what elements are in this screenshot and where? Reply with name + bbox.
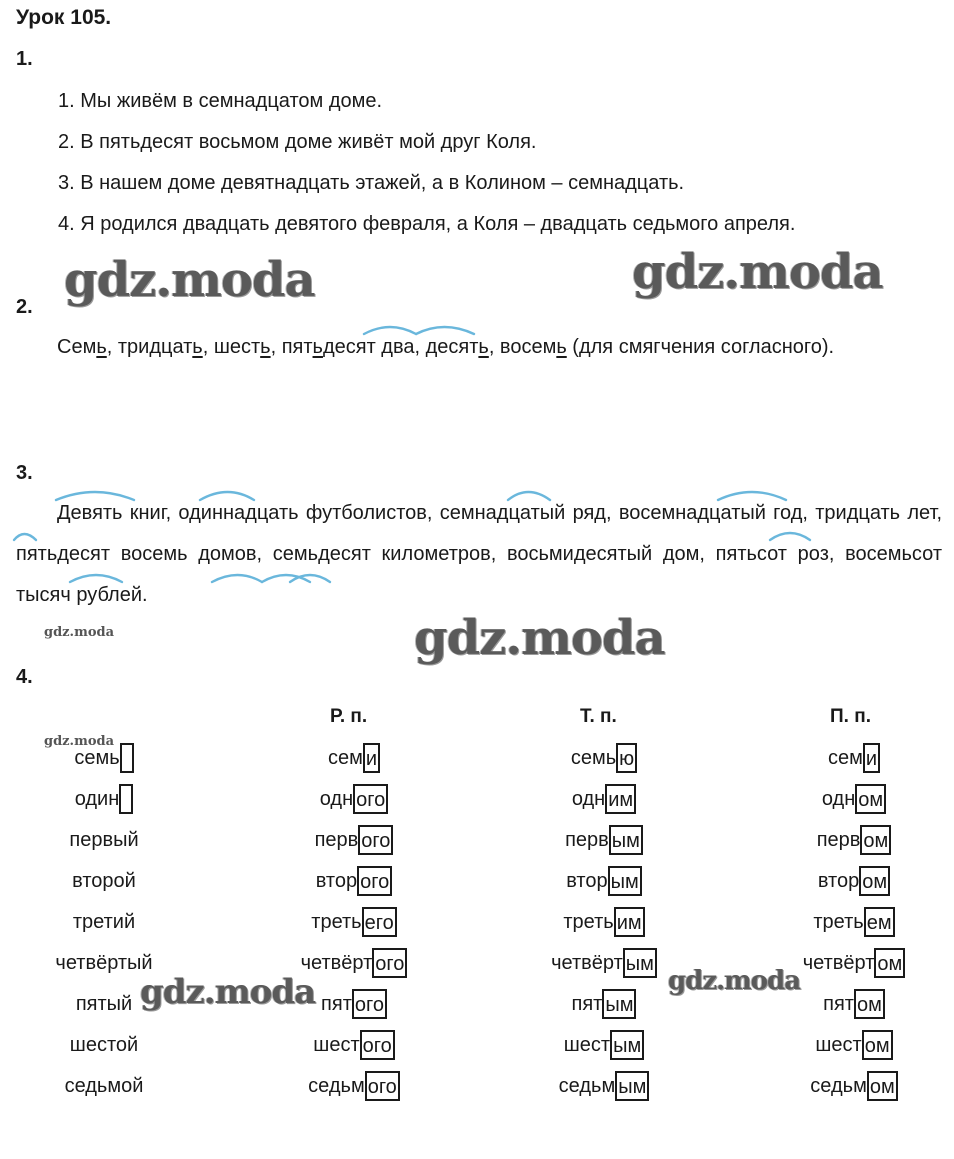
word-stem: четвёрт (551, 952, 623, 974)
word-stem: одн (571, 788, 606, 810)
table-cell-form (564, 1030, 644, 1060)
word-stem: седьм (308, 1075, 365, 1097)
ending-box: и (863, 743, 880, 773)
ex1-line-1: 1. Мы живём в семнадцатом доме. (58, 90, 383, 112)
table-cell-base (69, 825, 138, 855)
table-cell-form (815, 1030, 892, 1060)
ex2-segment: , восем (488, 336, 557, 358)
word-stem: одн (821, 788, 856, 810)
table-cell-form (828, 743, 880, 773)
table-cell-form (813, 907, 894, 937)
header-genitive: Р. п. (330, 706, 368, 727)
ex2-segment: десят два, десят (322, 336, 479, 358)
table-cell-form (572, 784, 636, 814)
word-stem: седьм (558, 1075, 616, 1097)
ending-box: ого (353, 784, 388, 814)
lesson-title: Урок 105. (16, 6, 112, 29)
ending-box: ым (623, 948, 657, 978)
word-stem: перв (816, 829, 861, 851)
ending-box: ого (372, 948, 407, 978)
word-stem: шест (563, 1034, 611, 1056)
table-cell-form (572, 989, 637, 1019)
ex2-segment: , шест (202, 336, 261, 358)
word-stem: один (74, 788, 120, 810)
ex2-segment: Сем (57, 336, 97, 358)
table-cell-base (55, 948, 152, 978)
word-stem: пят (823, 993, 854, 1015)
table-cell-form (551, 948, 657, 978)
word-stem: шест (815, 1034, 862, 1056)
table-cell-form (563, 907, 644, 937)
table-cell-base (75, 784, 134, 814)
word-stem: треть (563, 911, 614, 933)
word-stem: одн (319, 788, 354, 810)
table-cell-form (823, 989, 885, 1019)
table-cell-base (76, 989, 132, 1019)
word-stem: пят (571, 993, 603, 1015)
table-cell-base (65, 1071, 144, 1101)
ex2-segment: , тридцат (106, 336, 193, 358)
watermark-logo: gdz.moda (140, 972, 316, 1012)
table-cell-form (818, 866, 890, 896)
table-cell-form (817, 825, 892, 855)
word-stem: семь (570, 747, 617, 769)
word-stem: четвёртый (55, 952, 153, 974)
ex2-soft-sign: ь (478, 336, 489, 358)
table-cell-base (70, 1030, 138, 1060)
ending-box: и (363, 743, 380, 773)
ex2-text (16, 327, 942, 368)
ending-box (119, 784, 133, 814)
ending-box: ого (352, 989, 387, 1019)
word-stem: треть (311, 911, 362, 933)
ending-box: ом (854, 989, 885, 1019)
word-stem: сем (827, 747, 863, 769)
ending-box: ого (357, 866, 392, 896)
word-stem: четвёрт (300, 952, 373, 974)
ending-box: ем (864, 907, 895, 937)
ending-box: ом (860, 825, 891, 855)
ending-box: им (605, 784, 636, 814)
ending-box: ого (358, 825, 393, 855)
exercise-3-number: 3. (16, 462, 33, 484)
word-stem: шест (313, 1034, 360, 1056)
ex1-line-2: 2. В пятьдесят восьмом доме живёт мой друг Коля. (58, 131, 537, 153)
word-stem: шестой (69, 1034, 139, 1056)
ending-box: ом (855, 784, 886, 814)
ending-box: его (362, 907, 397, 937)
ending-box: ом (862, 1030, 893, 1060)
table-cell-base (73, 907, 135, 937)
watermark-logo: gdz.moda (632, 244, 883, 300)
header-instrumental: Т. п. (580, 706, 617, 727)
ex3-text: Девять книг, одиннадцать футболистов, семнадцатый ряд, восемнадцатый год, тридцать лет, пятьдесят восемь домов, семьдесят километров, восьмидесятый дом, пятьсот роз, восемьсот тысяч рублей. (16, 502, 942, 606)
table-cell-form (311, 907, 396, 937)
watermark-logo-small: gdz.moda (44, 625, 115, 640)
word-stem: второй (72, 870, 136, 892)
watermark-logo-small: gdz.moda (44, 734, 115, 749)
table-cell-form (571, 743, 637, 773)
table-cell-form (822, 784, 886, 814)
ending-box: ом (867, 1071, 898, 1101)
ending-box: ого (365, 1071, 400, 1101)
header-prepositional: П. п. (830, 706, 871, 727)
ex2-soft-sign: ь (260, 336, 271, 358)
watermark-logo: gdz.moda (64, 252, 315, 308)
ex2-soft-sign: ь (96, 336, 107, 358)
word-stem: седьмой (64, 1075, 144, 1097)
ex2-segment: , пят (270, 336, 313, 358)
ending-box: ым (602, 989, 636, 1019)
table-cell-form (565, 825, 643, 855)
word-stem: перв (314, 829, 359, 851)
table-cell-form (313, 1030, 394, 1060)
word-stem: пятый (75, 993, 133, 1015)
watermark-logo: gdz.moda (668, 966, 801, 996)
word-stem: втор (566, 870, 608, 892)
ending-box: ом (874, 948, 905, 978)
word-stem: пят (321, 993, 352, 1015)
ex2-soft-sign: ь (192, 336, 203, 358)
exercise-2-number: 2. (16, 296, 33, 318)
exercise-4-number: 4. (16, 666, 33, 688)
ending-box: ого (360, 1030, 395, 1060)
word-stem: семь (74, 747, 120, 769)
ending-box: им (614, 907, 645, 937)
table-cell-form (328, 743, 380, 773)
ending-box: ым (615, 1071, 649, 1101)
table-cell-form (559, 1071, 650, 1101)
ending-box: ю (616, 743, 637, 773)
table-cell-form (321, 989, 387, 1019)
table-cell-form (315, 825, 394, 855)
exercise-1-number: 1. (16, 48, 33, 70)
table-cell-form (308, 1071, 400, 1101)
table-cell-form (803, 948, 906, 978)
ex2-soft-sign: ь (556, 336, 567, 358)
ex1-line-4: 4. Я родился двадцать девятого февраля, а Коля – двадцать седьмого апреля. (58, 213, 796, 235)
ending-box: ым (609, 825, 643, 855)
table-cell-form (566, 866, 642, 896)
ex2-soft-sign: ь (312, 336, 323, 358)
table-cell-form (810, 1071, 897, 1101)
word-stem: треть (813, 911, 864, 933)
ex1-line-3: 3. В нашем доме девятнадцать этажей, а в Колином – семнадцать. (58, 172, 685, 194)
word-stem: седьм (810, 1075, 867, 1097)
table-cell-base (72, 866, 136, 896)
table-cell-base (74, 743, 133, 773)
word-stem: первый (69, 829, 139, 851)
table-cell-form (320, 784, 389, 814)
word-stem: перв (565, 829, 609, 851)
table-cell-form (301, 948, 408, 978)
ending-box: ом (859, 866, 890, 896)
table-cell-form (316, 866, 392, 896)
ending-box: ым (610, 1030, 644, 1060)
ex2-segment: (для смягчения согласного). (566, 336, 835, 358)
word-stem: втор (315, 870, 358, 892)
ending-box (120, 743, 134, 773)
word-stem: четвёрт (802, 952, 875, 974)
word-stem: сем (327, 747, 363, 769)
watermark-logo: gdz.moda (414, 610, 665, 666)
word-stem: третий (72, 911, 136, 933)
ending-box: ым (608, 866, 642, 896)
word-stem: втор (817, 870, 860, 892)
